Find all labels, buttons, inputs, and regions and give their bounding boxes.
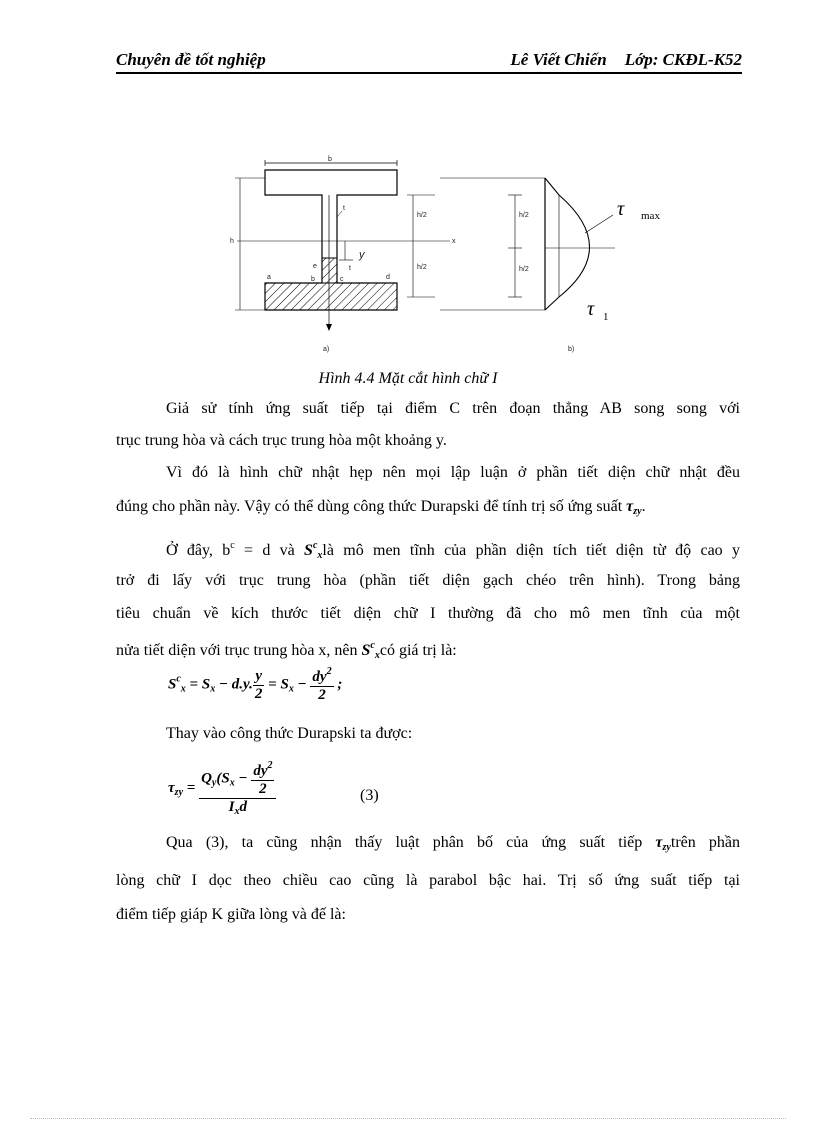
label-a: a [267, 274, 271, 281]
label-h2-top: h/2 [417, 212, 427, 219]
paragraph-2-line-2: đúng cho phần này. Vậy có thể dùng công thức Durapski để tính trị số ứng suất $\tau_{zy}$. [116, 498, 646, 517]
header-author-class [492, 50, 742, 70]
paragraph-1-line-1: Giả sử tính ứng suất tiếp tại điểm C trên đoạn thẳng AB song song với [166, 400, 740, 417]
paragraph-5-line-2: lòng chữ I dọc theo chiều cao cũng là parabol bậc hai. Trị số ứng suất tiếp tại [116, 872, 740, 889]
label-t: t [343, 205, 345, 212]
i-beam-figure [225, 155, 665, 365]
tau-zy-symbol-2: $\tau_{zy}$ [655, 834, 671, 853]
label-h2-bot: h/2 [417, 264, 427, 271]
label-tau1-sub: 1 [603, 311, 609, 323]
stress-distribution-b [440, 178, 660, 353]
paragraph-5-line-1: Qua (3), ta cũng nhận thấy luật phân bố của ứng suất tiếp $\tau_{zy}trên$ phần [166, 834, 741, 853]
label-h2-top-b: h/2 [519, 212, 529, 219]
label-y: y [359, 249, 365, 261]
paragraph-5-line-3: điểm tiếp giáp K giữa lòng và đế là: [116, 906, 346, 923]
formula-tau-zy: $\tau_{zy}$ = $Q_y(S_x$ − $\frac{dy^2}{2}$ $I_xd$ [168, 760, 276, 817]
label-d: d [386, 274, 390, 281]
label-c: c [340, 276, 344, 283]
label-tau1: τ [587, 298, 595, 320]
label-e: e [313, 263, 317, 270]
label-part-a: a) [323, 346, 330, 353]
label-h: h [230, 238, 234, 245]
paragraph-3-line-3: tiêu chuẩn về kích thước tiết diện chữ I thường đã cho mô men tĩnh của một [116, 605, 740, 622]
i-beam-diagram [225, 155, 665, 365]
paragraph-3-line-1: Ở đây, $b^c = d$ và $S^c_xlà$ mô men tĩnh của phần diện tích tiết diện từ độ cao y [166, 540, 740, 561]
label-h2-bot-b: h/2 [519, 266, 529, 273]
paragraph-3-line-2: trở đi lấy với trục trung hòa (phần tiết diện gạch chéo trên hình). Trong bảng [116, 572, 740, 589]
sxc-symbol-2: $S^c_x$ [361, 640, 380, 661]
paragraph-4: Thay vào công thức Durapski ta được: [166, 725, 413, 742]
label-part-b: b) [568, 346, 575, 353]
paragraph-2-line-1: Vì đó là hình chữ nhật hẹp nên mọi lập luận ở phần tiết diện chữ nhật đều [166, 464, 740, 481]
label-max: max [641, 210, 660, 222]
header-title: Chuyên đề tốt nghiệp [116, 50, 266, 69]
tau-zy-symbol: $\tau_{zy}$ [626, 498, 642, 517]
label-tprime: t [349, 265, 351, 272]
label-tau-max: τ [617, 198, 625, 220]
paragraph-2-line-2-text: đúng cho phần này. Vậy có thể dùng công thức Durapski để tính trị số ứng suất [116, 498, 623, 515]
equation-number: (3) [360, 787, 379, 804]
figure-caption: Hình 4.4 Mặt cắt hình chữ I [318, 370, 498, 387]
i-section-a [230, 156, 456, 353]
header-class: Lớp: CKĐL-K52 [624, 50, 742, 69]
paragraph-1-line-2: trục trung hòa và cách trục trung hòa một khoảng y. [116, 432, 447, 449]
header-author: Lê Viết Chiến [510, 50, 607, 69]
page-bottom-divider [30, 1118, 786, 1119]
paragraph-3-line-4: nửa tiết diện với trục trung hòa x, nên $S^c_xcó$ giá trị là: [116, 640, 457, 661]
label-bp: b [311, 276, 315, 283]
page-header [116, 48, 742, 74]
label-x: x [452, 238, 456, 245]
sxc-symbol: $S^c_x$ [304, 540, 323, 561]
label-b: b [328, 156, 332, 163]
formula-sxc: $S^c_x = S_x - d.y$. $\frac{y}{2}$ = $S_x$ − $\frac{dy^2}{2}$ ; [168, 666, 343, 703]
